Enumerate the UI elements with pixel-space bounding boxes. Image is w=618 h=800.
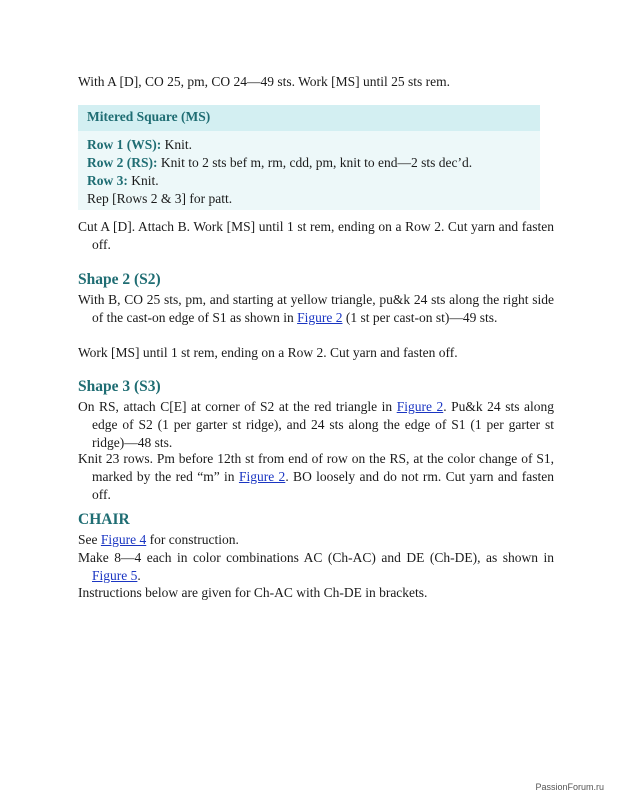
row-3-text: Knit.: [127, 173, 159, 188]
row-2-text: Knit to 2 sts bef m, rm, cdd, pm, knit to end—2 sts dec’d.: [157, 155, 473, 170]
watermark: PassionForum.ru: [535, 782, 604, 792]
s3-paragraph-2: [78, 450, 554, 504]
s2-p1-text: With B, CO 25 sts, pm, and starting at yellow triangle, pu&k 24 sts along the right side of the cast-on edge of S1 as shown in: [78, 292, 554, 325]
s2-p1-text-end: (1 st per cast-on st)—49 sts.: [342, 310, 498, 325]
intro-paragraph: With A [D], CO 25, pm, CO 24—49 sts. Work [MS] until 25 sts rem.: [78, 74, 451, 89]
figure-5-link[interactable]: Figure 5: [92, 568, 138, 583]
row-2-line: [87, 154, 472, 172]
repeat-line: Rep [Rows 2 & 3] for patt.: [87, 191, 233, 206]
s3-p1-text: On RS, attach C[E] at corner of S2 at the red triangle in: [78, 399, 397, 414]
row-1-label: Row 1 (WS):: [87, 137, 162, 152]
chair-paragraph-3: Instructions below are given for Ch-AC with Ch-DE in brackets.: [78, 585, 428, 600]
chair-heading: CHAIR: [78, 511, 130, 528]
figure-2-link[interactable]: Figure 2: [297, 310, 343, 325]
s2-paragraph-2: Work [MS] until 1 st rem, ending on a Row 2. Cut yarn and fasten off.: [78, 345, 458, 360]
s3-p2-text: Knit 23 rows. Pm before 12th st from end of row on the RS, at the color change of S1, marked by the red “m” in: [78, 451, 554, 484]
figure-2-link[interactable]: Figure 2: [238, 469, 286, 484]
row-3-line: [87, 172, 159, 190]
chair-paragraph-2: [78, 549, 554, 585]
row-2-label: Row 2 (RS):: [87, 155, 158, 170]
s2-paragraph-1: [78, 291, 554, 327]
s3-paragraph-1: [78, 398, 554, 452]
chair-p1-text-end: for construction.: [146, 532, 239, 547]
row-1-line: [87, 136, 192, 154]
chair-p2-text-end: .: [137, 568, 141, 583]
s3-p1-text-end: . Pu&k 24 sts along edge of S2 (1 per garter st ridge), and 24 sts along the edge of S1 (1 per garter st ridge)—48 sts.: [92, 399, 554, 450]
s3-p2-text-end: . BO loosely and do not rm. Cut yarn and fasten off.: [92, 469, 554, 502]
row-3-label: Row 3:: [87, 173, 128, 188]
chair-p1-text: See: [78, 532, 101, 547]
after-ms-paragraph: Cut A [D]. Attach B. Work [MS] until 1 st rem, ending on a Row 2. Cut yarn and fasten off.: [78, 219, 554, 252]
s3-heading: Shape 3 (S3): [78, 378, 161, 395]
figure-2-link[interactable]: Figure 2: [396, 399, 444, 414]
box-title: Mitered Square (MS): [87, 109, 211, 124]
chair-p2-text: Make 8—4 each in color combinations AC (Ch-AC) and DE (Ch-DE), as shown in: [78, 550, 554, 565]
figure-4-link[interactable]: Figure 4: [100, 532, 147, 547]
mitered-square-box: [78, 105, 540, 210]
chair-paragraph-1: [78, 531, 554, 549]
s2-heading: Shape 2 (S2): [78, 271, 161, 288]
row-1-text: Knit.: [161, 137, 193, 152]
